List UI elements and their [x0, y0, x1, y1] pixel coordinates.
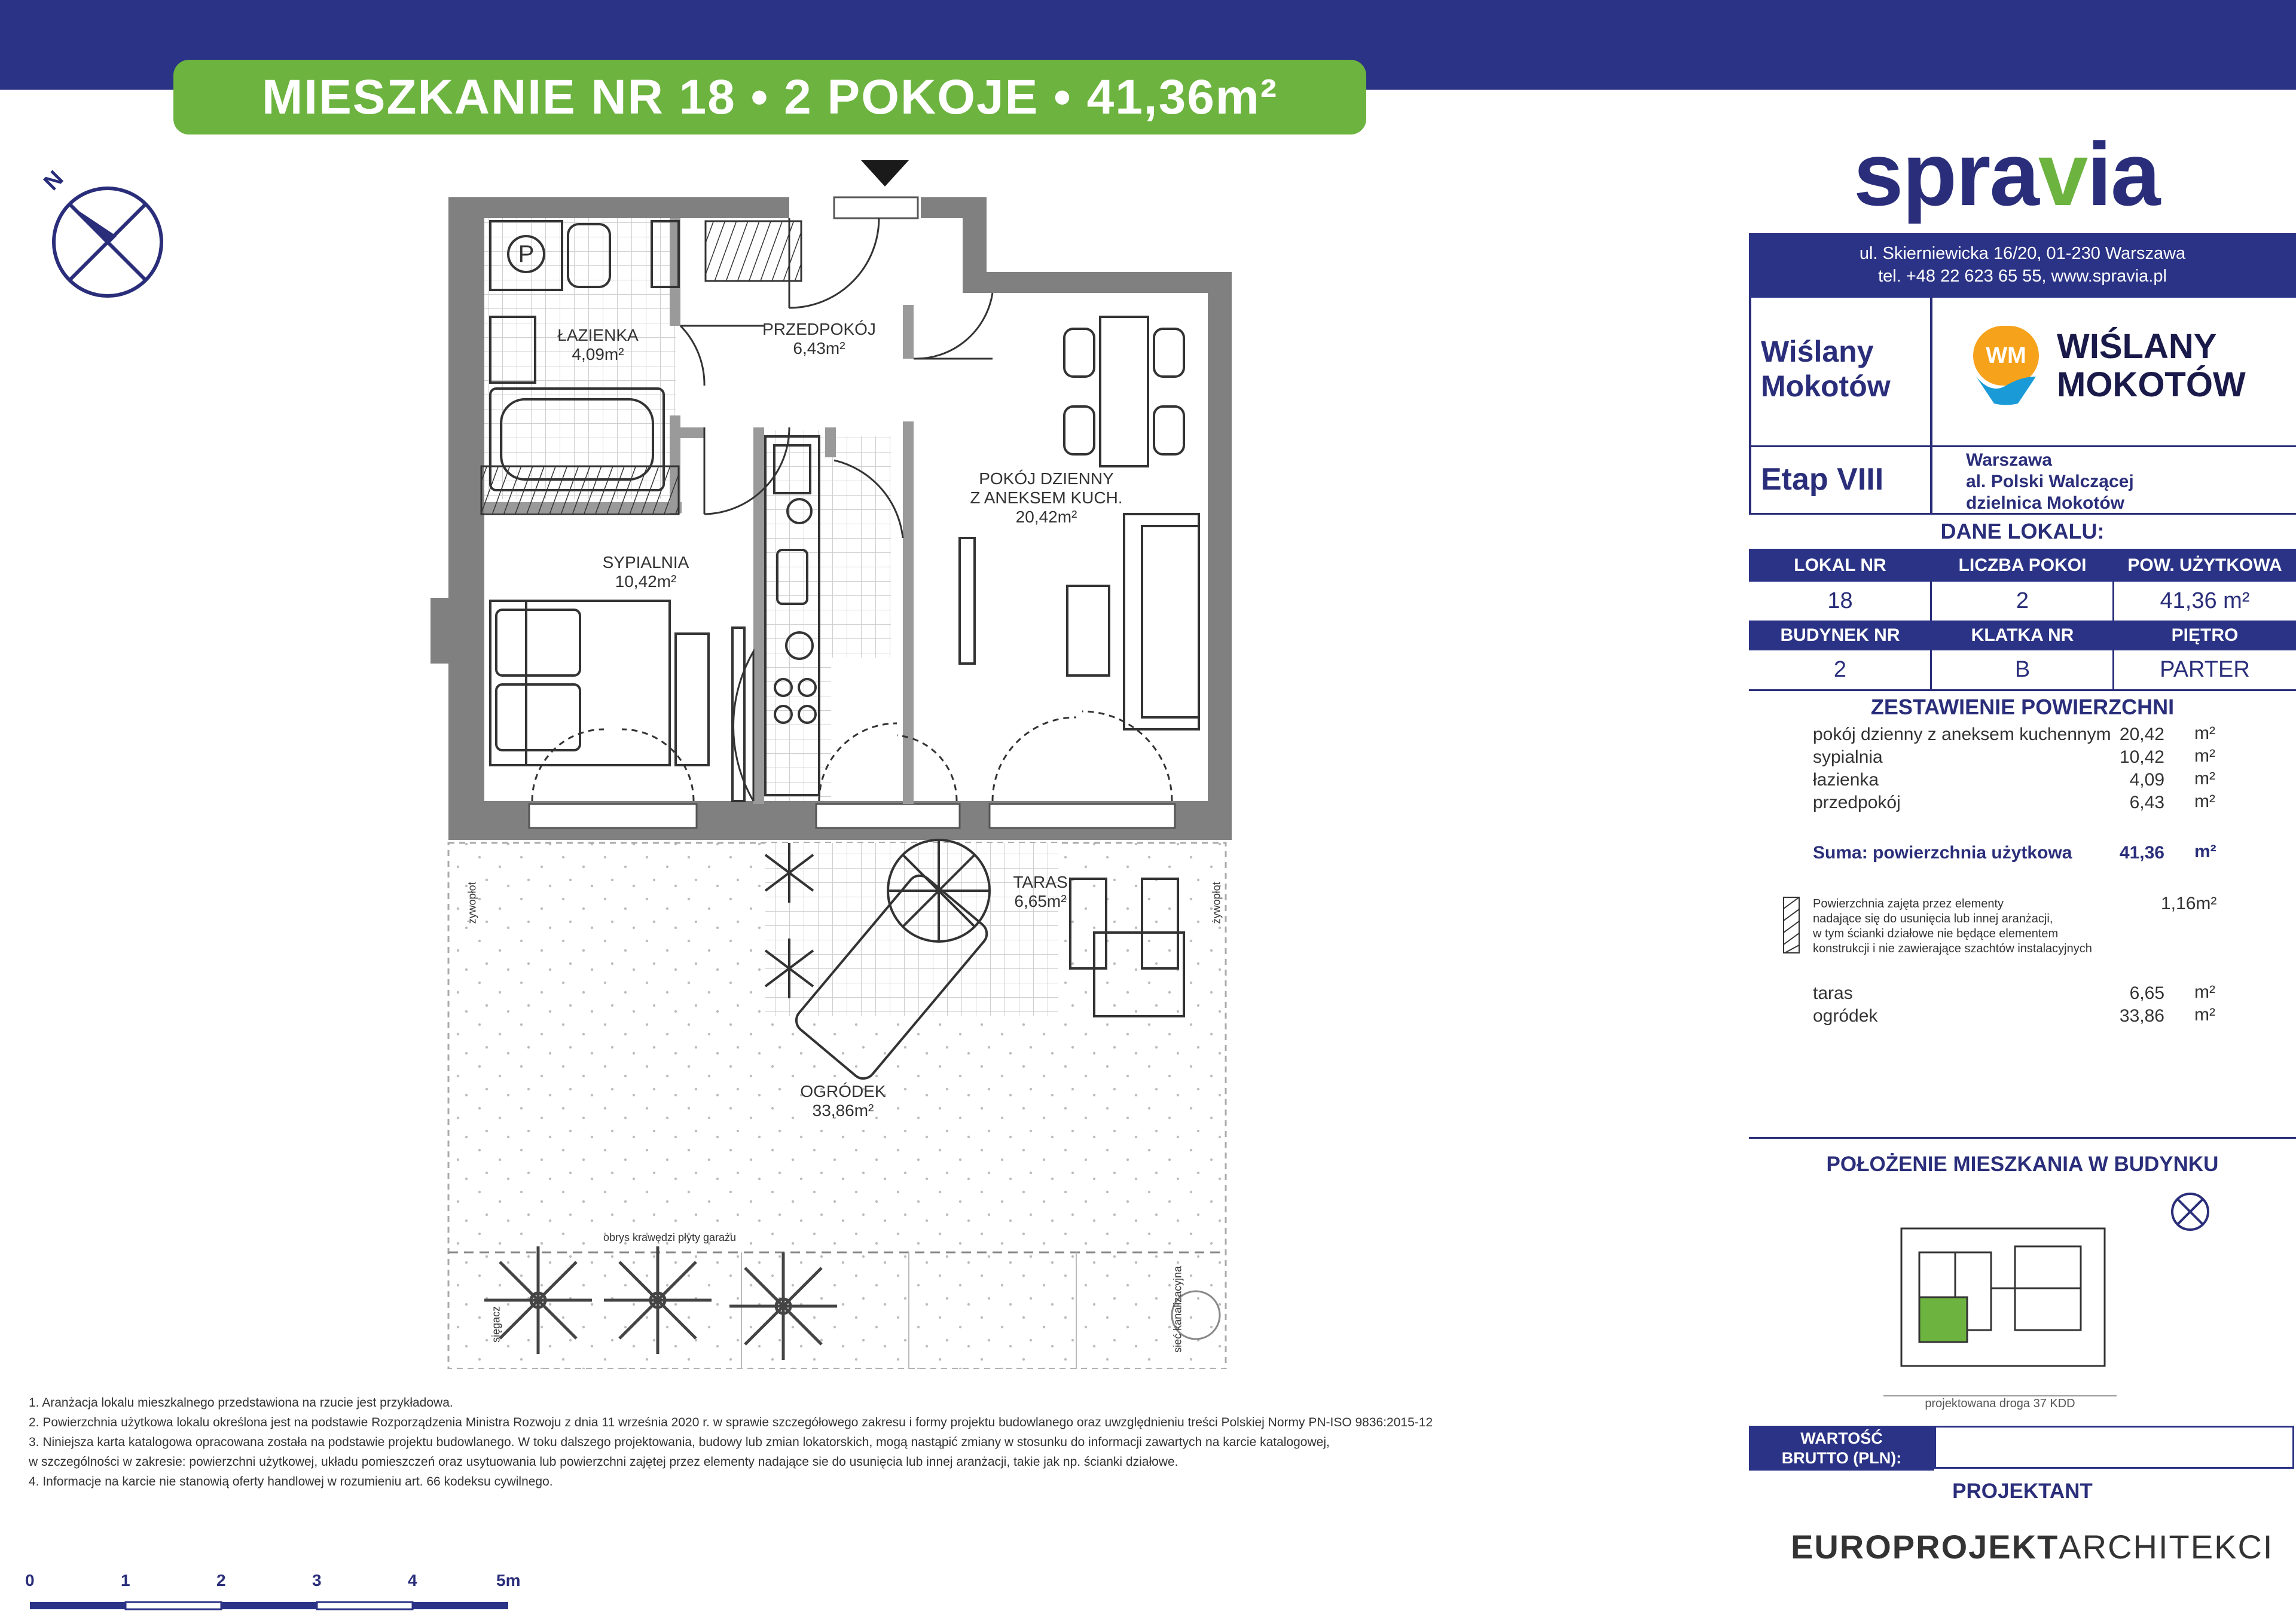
location [1966, 450, 2134, 514]
list-item: sypialnia [1813, 747, 1883, 767]
header-area: POW. UŻYTKOWA [2127, 555, 2282, 575]
logo-text: v [2038, 124, 2087, 224]
location-line: al. Polski Walczącej [1966, 472, 2134, 491]
divider [1930, 298, 1932, 513]
note-3-continued: w szczególności w zakresie: powierzchni użytkowej, układu pomieszczeń oraz usytuowania lub powierzchni zajętej przez elementy nadające sie do usunięcia lub innej aranżacji, takie jak np. ścianki działowe. [29, 1455, 1178, 1469]
apartment-title-banner: MIESZKANIE NR 18 • 2 POKOJE • 41,36m² [173, 60, 1366, 135]
room-label-bathroom [532, 326, 664, 364]
list-item-unit: m² [2194, 769, 2215, 788]
header-floor: PIĘTRO [2171, 625, 2239, 645]
divider [2112, 582, 2114, 621]
total-area-label: Suma: powierzchnia użytkowa [1813, 843, 2072, 863]
area-value: 41,36 m² [2160, 588, 2250, 613]
svg-text:P: P [518, 241, 535, 267]
location-line: Warszawa [1966, 450, 2052, 470]
location-line: dzielnica Mokotów [1966, 493, 2125, 513]
building-location-heading: POŁOŻENIE MIESZKANIA W BUDYNKU [1826, 1153, 2219, 1176]
room-name: Z ANEKSEM KUCH. [970, 488, 1123, 508]
plumbing-label: sięgacz [490, 1306, 502, 1343]
divider [1749, 1137, 2296, 1139]
wm-logo-line: WIŚLANY [2057, 327, 2217, 366]
scale-label: 0 [25, 1571, 35, 1590]
room-label-garden [771, 1082, 915, 1120]
divider [1930, 650, 1932, 689]
divider [2112, 650, 2114, 689]
divider [1749, 445, 2296, 447]
garden-area-unit: m² [2194, 1005, 2215, 1025]
total-area-unit: m² [2194, 842, 2216, 861]
room-name: OGRÓDEK [800, 1082, 886, 1101]
contact-line: tel. +48 22 623 65 55, www.spravia.pl [1878, 267, 2167, 286]
scale-bar [24, 1578, 526, 1614]
spravia-logo [1854, 123, 2159, 226]
list-item-unit: m² [2194, 746, 2215, 766]
divider [1749, 689, 2296, 691]
room-label-living-room [945, 469, 1148, 527]
wm-logo-badge: WM [1973, 326, 2039, 386]
wave-icon [1973, 371, 2039, 406]
price-value [1934, 1426, 2294, 1469]
designer-logo [1791, 1527, 2273, 1566]
project-name-line: Wiślany [1761, 335, 1874, 368]
room-label-terrace [981, 873, 1100, 911]
header-unit-no: LOKAL NR [1794, 555, 1886, 575]
room-name: POKÓJ DZIENNY [979, 469, 1114, 488]
terrace-area-value: 6,65 [2129, 983, 2164, 1003]
project-name-line: Mokotów [1761, 369, 1891, 403]
room-area: 6,65m² [1014, 892, 1067, 911]
scale-label: 3 [312, 1571, 322, 1590]
compass-icon [36, 164, 179, 302]
list-item: przedpokój [1813, 793, 1901, 812]
note-4: 4. Informacje na karcie nie stanowią oferty handlowej w rozumieniu art. 66 kodeksu cywilnego. [29, 1475, 553, 1488]
total-area-value: 41,36 [2119, 843, 2164, 863]
list-item-unit: m² [2194, 791, 2215, 811]
wm-logo-text [2057, 328, 2246, 404]
floor-value: PARTER [2160, 657, 2250, 682]
room-name: PRZEDPOKÓJ [762, 320, 876, 338]
garage-edge-label: obrys krawędzi płyty garażu [603, 1231, 737, 1243]
scale-label: 1 [121, 1571, 130, 1590]
room-area: 6,43m² [793, 339, 845, 358]
room-label-hallway [735, 320, 903, 358]
road-label: projektowana droga 37 KDD [1925, 1397, 2075, 1410]
logo-text: ia [2087, 124, 2160, 224]
room-area: 4,09m² [572, 345, 624, 364]
north-label: N [39, 166, 69, 195]
note-line: w tym ścianki działowe nie będące elementem [1813, 927, 2059, 940]
hedge-label-right: żywopłot [1210, 882, 1223, 924]
note-1: 1. Aranżacja lokalu mieszkalnego przedstawiona na rzucie jest przykładowa. [29, 1396, 453, 1410]
list-item-unit: m² [2194, 723, 2215, 743]
room-area: 20,42m² [1015, 508, 1077, 527]
divider [1930, 582, 1932, 621]
header-building-no: BUDYNEK NR [1780, 625, 1900, 645]
garden-area-label: ogródek [1813, 1006, 1878, 1026]
room-name: ŁAZIENKA [557, 326, 639, 344]
scale-label: 2 [216, 1571, 226, 1590]
designer-name-thin: ARCHITEKCI [2059, 1528, 2274, 1566]
room-name: TARAS [1013, 873, 1068, 891]
header-staircase: KLATKA NR [1971, 625, 2074, 645]
hatch-legend-icon [1783, 897, 1800, 953]
note-3: 3. Niniejsza karta katalogowa opracowana została na podstawie projektu budowlanego. W toku dalszego projektowania, budowy lub zmian lokatorskich, mogą nastąpić zmiany w stosunku do informacji zawartych na karcie katalogowej, [29, 1435, 1330, 1449]
header-rooms: LICZBA POKOI [1958, 555, 2087, 575]
note-line: konstrukcji i nie zawierające szachtów instalacyjnych [1813, 942, 2092, 955]
area-summary-heading: ZESTAWIENIE POWIERZCHNI [1870, 695, 2175, 719]
rooms-value: 2 [2016, 588, 2029, 613]
note-2: 2. Powierzchnia użytkowa lokalu określona jest na podstawie Rozporządzenia Ministra Rozwoju z dnia 11 września 2020 r. w sprawie szczegółowego zakresu i formy projektu budowlanego oraz uwzględnieniu treści Polskiej Normy PN-ISO 9836:2015-12 [29, 1416, 1433, 1429]
garden-area-value: 33,86 [2119, 1006, 2164, 1026]
building-site-plan [1871, 1211, 2129, 1408]
list-item-value: 10,42 [2119, 747, 2164, 767]
price-label [1749, 1426, 1934, 1471]
wm-logo-line: MOKOTÓW [2057, 365, 2246, 404]
partition-area-value: 1,16m² [2161, 894, 2217, 913]
terrace-area-label: taras [1813, 983, 1853, 1003]
list-item: pokój dzienny z aneksem kuchennym [1813, 725, 2111, 744]
terrace-area-unit: m² [2194, 982, 2215, 1002]
divider [1749, 298, 1751, 513]
list-item-value: 4,09 [2129, 770, 2164, 790]
price-label-line: BRUTTO (PLN): [1781, 1448, 1902, 1467]
designer-heading: PROJEKTANT [1952, 1480, 2093, 1503]
room-area: 10,42m² [615, 572, 677, 591]
building-value: 2 [1833, 657, 1847, 682]
room-name: SYPIALNIA [602, 553, 689, 571]
partition-note [1813, 897, 2092, 956]
list-item: łazienka [1813, 770, 1879, 790]
staircase-value: B [2014, 657, 2031, 682]
address-box [1749, 233, 2296, 298]
scale-label: 5m [496, 1571, 521, 1590]
list-item-value: 20,42 [2119, 725, 2164, 744]
sewer-label: sieć kanalizacyjna [1171, 1266, 1184, 1353]
room-area: 33,86m² [812, 1101, 874, 1120]
project-name [1761, 335, 1891, 404]
price-label-line: WARTOŚĆ [1800, 1429, 1883, 1448]
stage-label: Etap VIII [1761, 462, 1884, 497]
scale-label: 4 [408, 1571, 417, 1590]
compass-small-icon [2161, 1187, 2218, 1234]
list-item-value: 6,43 [2129, 793, 2164, 812]
note-line: nadające się do usunięcia lub innej aranżacji, [1813, 912, 2053, 925]
designer-name-bold: EUROPROJEKT [1791, 1528, 2059, 1566]
note-line: Powierzchnia zajęta przez elementy [1813, 897, 2004, 910]
address-line: ul. Skierniewicka 16/20, 01-230 Warszawa [1859, 244, 2186, 264]
room-label-bedroom [574, 553, 718, 591]
logo-text: spra [1854, 124, 2038, 224]
unit-no-value: 18 [1827, 588, 1853, 613]
hedge-label-left: żywopłot [466, 882, 478, 924]
unit-data-heading: DANE LOKALU: [1940, 519, 2105, 543]
